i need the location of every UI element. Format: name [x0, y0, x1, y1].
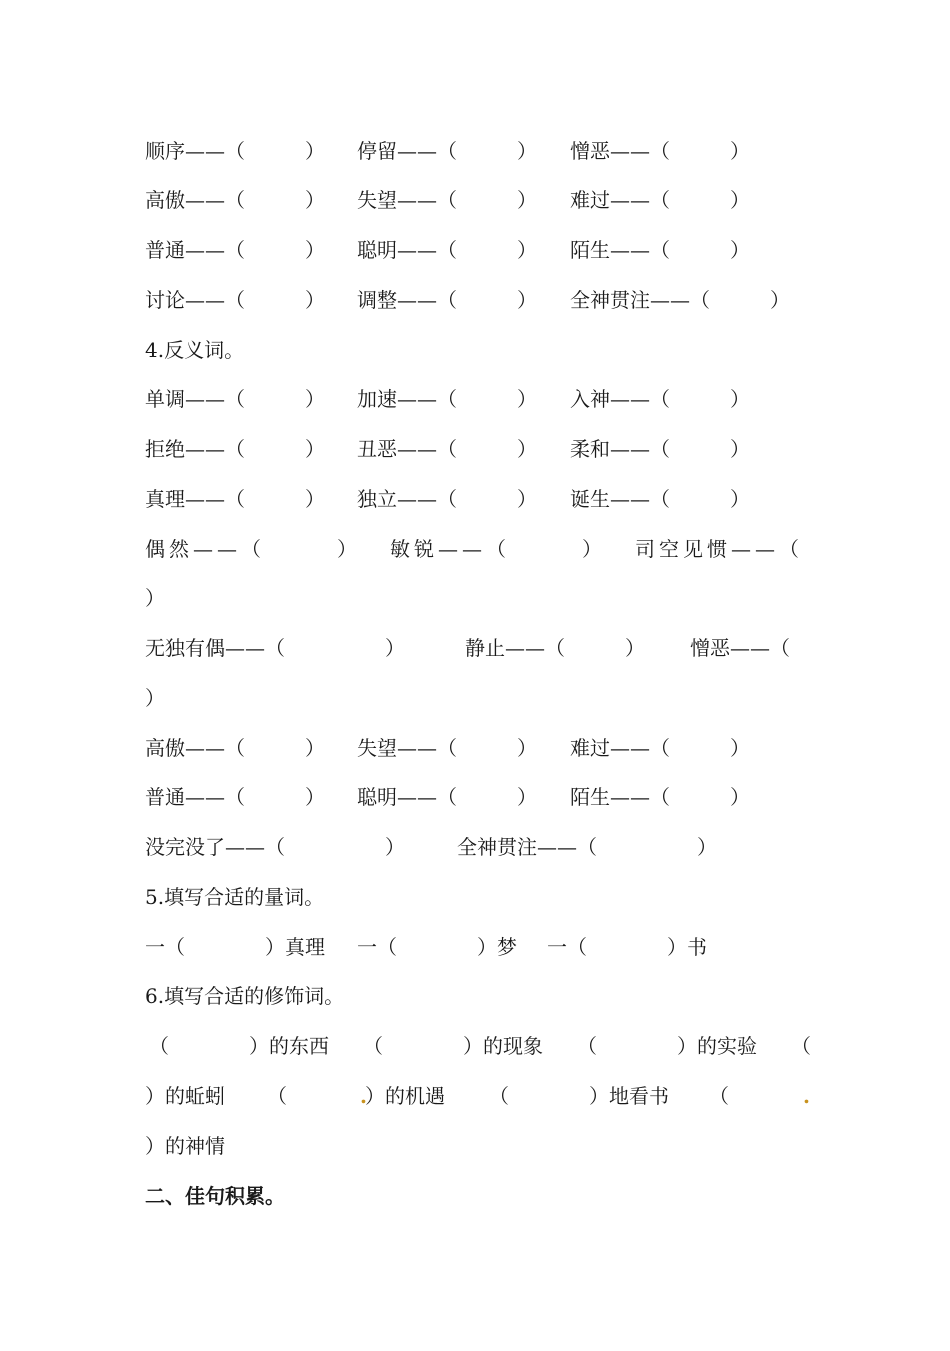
word-pair: 难过——（ ）	[570, 736, 750, 760]
word-pair: 停留——（ ）	[357, 139, 537, 163]
antonym-row-1	[145, 384, 810, 414]
word-pair: 偶然——（ ）	[145, 537, 361, 561]
measure-item: 一（ ）梦	[357, 935, 517, 959]
modifier-item: （ ）地看书	[489, 1084, 669, 1108]
decorative-dot: .	[803, 1084, 810, 1108]
word-pair: 陌生——（ ）	[570, 238, 750, 262]
word-pair: 静止——（ ）	[465, 636, 645, 660]
word-pair: 普通——（ ）	[145, 238, 325, 262]
word-pair: 高傲——（ ）	[145, 188, 325, 212]
antonyms-heading: 4.反义词。	[145, 338, 245, 362]
word-pair: 入神——（ ）	[570, 387, 750, 411]
antonym-row-3	[145, 484, 810, 514]
modifier-item: （ ）的东西	[149, 1034, 329, 1058]
modifier-item: ）的机遇	[365, 1084, 445, 1108]
modifiers-row-2	[145, 1081, 810, 1111]
modifiers-row-3: ）的神情	[145, 1134, 225, 1158]
word-pair: 真理——（ ）	[145, 487, 325, 511]
synonym-row-3	[145, 235, 810, 265]
word-pair: 司空见惯——（	[635, 537, 803, 561]
word-pair: 敏锐——（ ）	[390, 537, 606, 561]
modifier-item: （ ）的实验	[577, 1034, 757, 1058]
word-pair: 失望——（ ）	[357, 188, 537, 212]
modifier-item: （	[791, 1034, 811, 1058]
antonym-row-2	[145, 434, 810, 464]
word-pair: 拒绝——（ ）	[145, 437, 325, 461]
modifier-item: （	[709, 1084, 729, 1108]
decorative-dot: .	[360, 1084, 367, 1108]
antonym-row-6	[145, 832, 810, 862]
word-pair: 高傲——（ ）	[145, 736, 325, 760]
section-two-heading: 二、佳句积累。	[145, 1184, 285, 1208]
modifier-item: （ ）的现象	[363, 1034, 543, 1058]
measure-words-row	[145, 932, 810, 962]
synonym-row-2	[145, 185, 810, 215]
modifiers-heading: 6.填写合适的修饰词。	[145, 984, 345, 1008]
modifiers-row-1	[145, 1031, 810, 1061]
word-pair: 聪明——（ ）	[357, 785, 537, 809]
word-pair: 丑恶——（ ）	[357, 437, 537, 461]
word-pair: 难过——（ ）	[570, 188, 750, 212]
word-pair: 调整——（ ）	[357, 288, 537, 312]
word-pair: 诞生——（ ）	[570, 487, 750, 511]
word-pair: 聪明——（ ）	[357, 238, 537, 262]
word-pair: 憎恶——（	[690, 636, 790, 660]
antonym-row-wrap-2	[145, 633, 810, 663]
word-pair: 普通——（ ）	[145, 785, 325, 809]
modifier-item: ）的蚯蚓	[145, 1084, 225, 1108]
word-pair: 顺序——（ ）	[145, 139, 325, 163]
word-pair: 无独有偶——（ ）	[145, 636, 405, 660]
synonym-row-4	[145, 285, 810, 315]
antonym-row-5	[145, 782, 810, 812]
measure-item: 一（ ）书	[547, 935, 707, 959]
word-pair: 没完没了——（ ）	[145, 835, 405, 859]
word-pair: 单调——（ ）	[145, 387, 325, 411]
word-pair: 讨论——（ ）	[145, 288, 325, 312]
measure-words-heading: 5.填写合适的量词。	[145, 885, 325, 909]
word-pair: 加速——（ ）	[357, 387, 537, 411]
antonym-row-wrap-1-cont: ）	[145, 586, 165, 610]
measure-item: 一（ ）真理	[145, 935, 325, 959]
word-pair: 失望——（ ）	[357, 736, 537, 760]
antonym-row-wrap-2-cont: ）	[145, 686, 165, 710]
word-pair: 憎恶——（ ）	[570, 139, 750, 163]
antonym-row-wrap-1	[145, 534, 810, 564]
word-pair: 陌生——（ ）	[570, 785, 750, 809]
synonym-row-1	[145, 136, 810, 166]
word-pair: 柔和——（ ）	[570, 437, 750, 461]
modifier-item: （	[267, 1084, 347, 1108]
antonym-row-4	[145, 733, 810, 763]
word-pair: 全神贯注——（ ）	[570, 288, 790, 312]
word-pair: 全神贯注——（ ）	[457, 835, 717, 859]
word-pair: 独立——（ ）	[357, 487, 537, 511]
